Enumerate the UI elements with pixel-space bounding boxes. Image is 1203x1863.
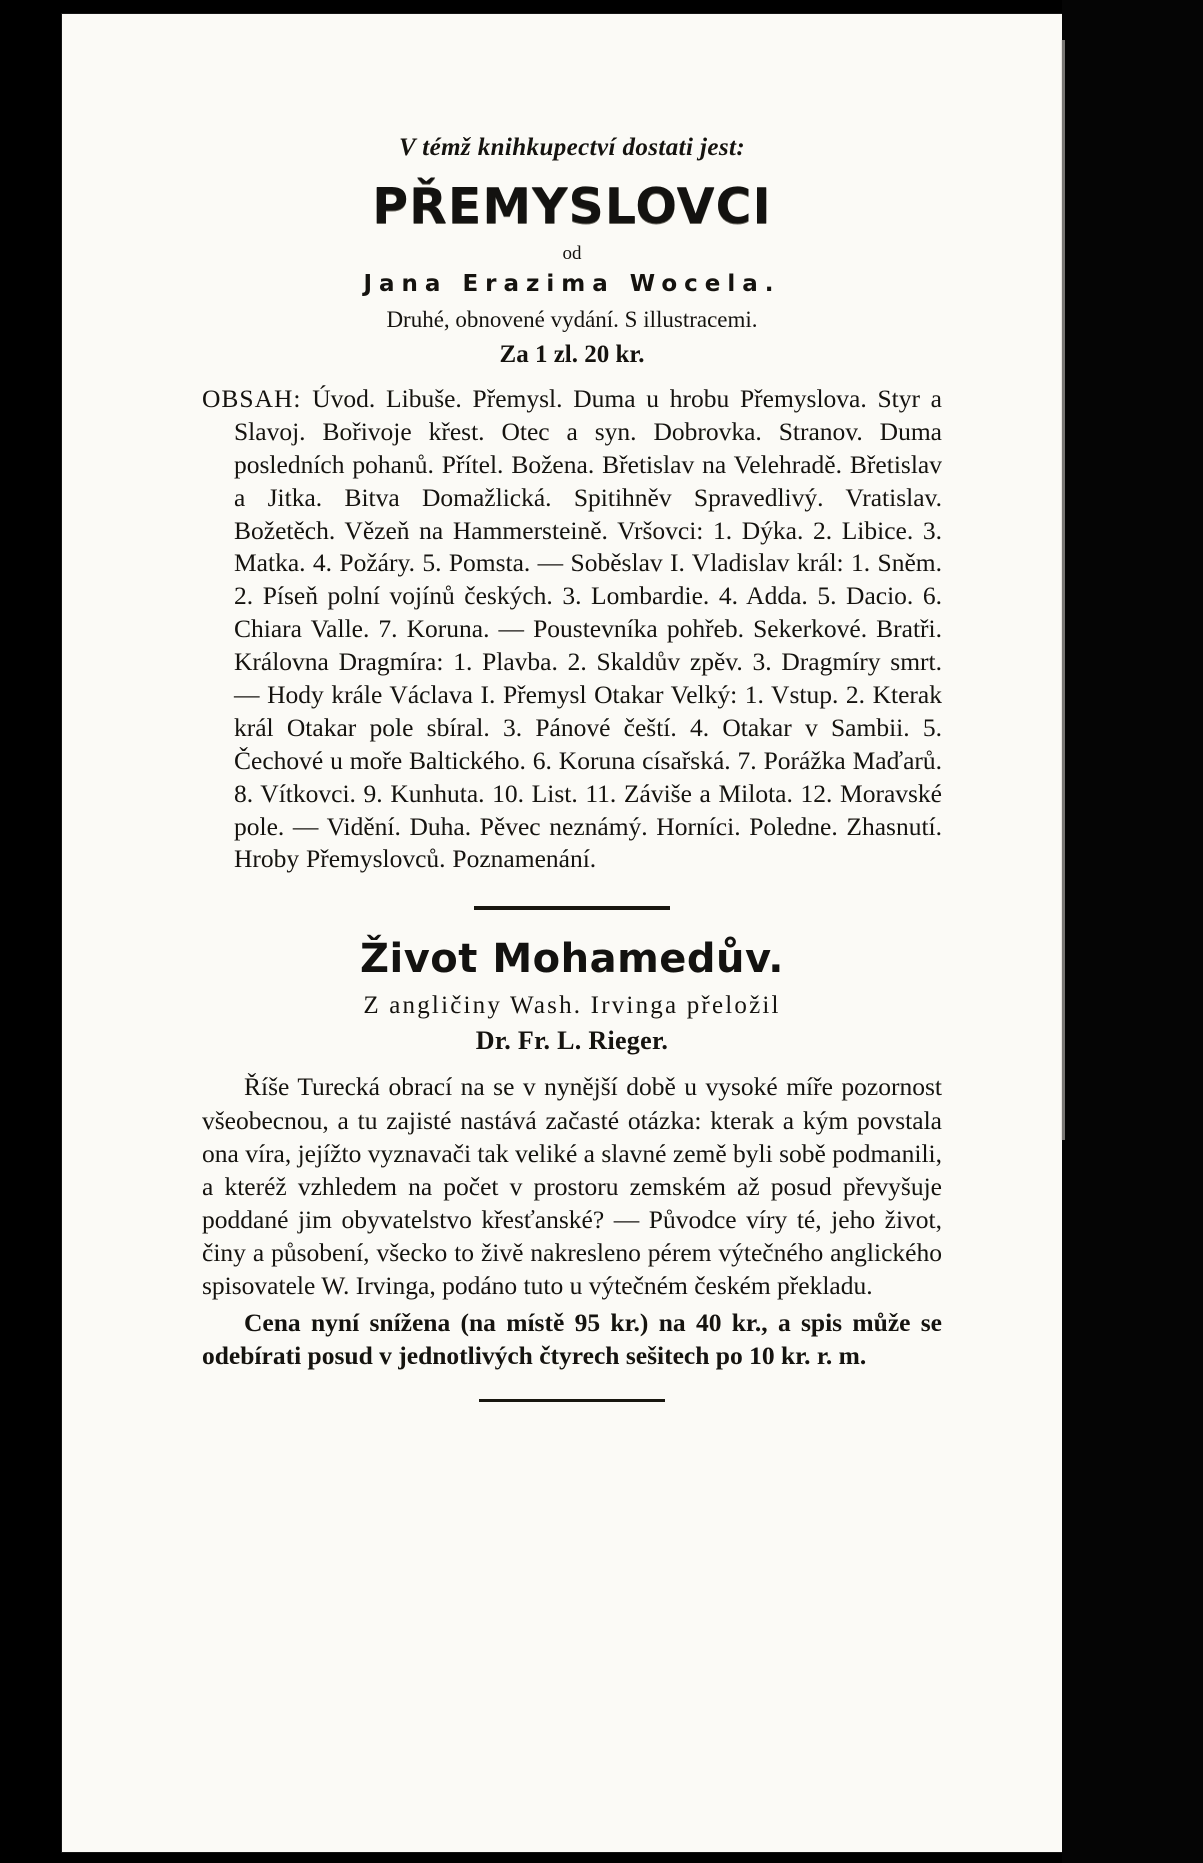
second-work-translator-name: Dr. Fr. L. Rieger. [475,1026,669,1056]
page-title: PŘEMYSLOVCI [372,178,772,235]
price-line: Za 1 zl. 20 kr. [499,341,645,368]
contents-text: Úvod. Libuše. Přemysl. Duma u hrobu Přemyslova. Styr a Slavoj. Bořivoje křest. Otec a syn. Dobrovka. Stranov. Duma posledních pohanů. Přítel. Božena. Břetislav na Velehradě. Břetislav a Jitka. Bitva Domažlická. Spitihněv Spravedlivý. Vratislav. Božetěch. Vězeň na Hammersteině. Vršovci: 1. Dýka. 2. Libice. 3. Matka. 4. Požáry. 5. Pomsta. — Soběslav I. Vladislav král: 1. Sněm. 2. Píseň polní vojínů českých. 3. Lombardie. 4. Adda. 5. Dacio. 6. Chiara Valle. 7. Koruna. — Poustevníka pohřeb. Sekerkové. Bratři. Královna Dragmíra: 1. Plavba. 2. Skaldův zpěv. 3. Dragmíry smrt. — Hody krále Václava I. Přemysl Otakar Velký: 1. Vstup. 2. Kterak král Otakar pole sbíral. 3. Pánové čeští. 4. Otakar v Sambii. 5. Čechové u moře Baltického. 6. Koruna císařská. 7. Porážka Maďarů. 8. Vítkovci. 9. Kunhuta. 10. List. 11. Záviše a Milota. 12. Moravské pole. — Vidění. Duha. Pěvec neznámý. Horníci. Poledne. Zhasnutí. Hroby Přemyslovců. Poznamenání. [234,384,942,874]
divider-rule-2 [479,1399,665,1402]
divider-rule-1 [474,906,670,910]
second-work-translator: Z angličiny Wash. Irvinga přeložil [363,992,781,1020]
second-work-title: Život Mohamedův. [360,936,784,983]
page-content [202,134,942,1402]
second-work-paragraph-1: Říše Turecká obrací na se v nynější době u vysoké míře pozornost všeobecnou, a tu zajisté nastává začasté otázka: kterak a kým povstala ona víra, jejížto vyznavači tak veliké a slavné země byli sobě podmanili, a kteréž vzhledem na počet v prostoru zemském až posud převyšuje poddané jim obyvatelstvo křesťanské? — Původce víry té, jeho život, činy a působení, všecko to živě nakresleno pérem výtečného anglického spisovatele W. Irvinga, podáno tuto u výtečném českém překladu. [202,1072,942,1301]
page-paper [62,14,1062,1852]
kicker-line: V témž knihkupectví dostati jest: [398,134,746,161]
by-label: od [562,243,582,264]
contents-label: OBSAH: [202,384,302,413]
scan-dark-edge [1062,0,1203,1863]
contents-paragraph [202,383,942,876]
author-name: Jana Erazima Wocela. [363,271,781,297]
edition-line: Druhé, obnovené vydání. S illustracemi. [386,307,758,332]
second-work-paragraph-2: Cena nyní snížena (na místě 95 kr.) na 40 kr., a spis může se odebírati posud v jednotlivých čtyrech sešitech po 10 kr. r. m. [202,1308,942,1371]
scan-light-streak [1061,40,1065,1140]
